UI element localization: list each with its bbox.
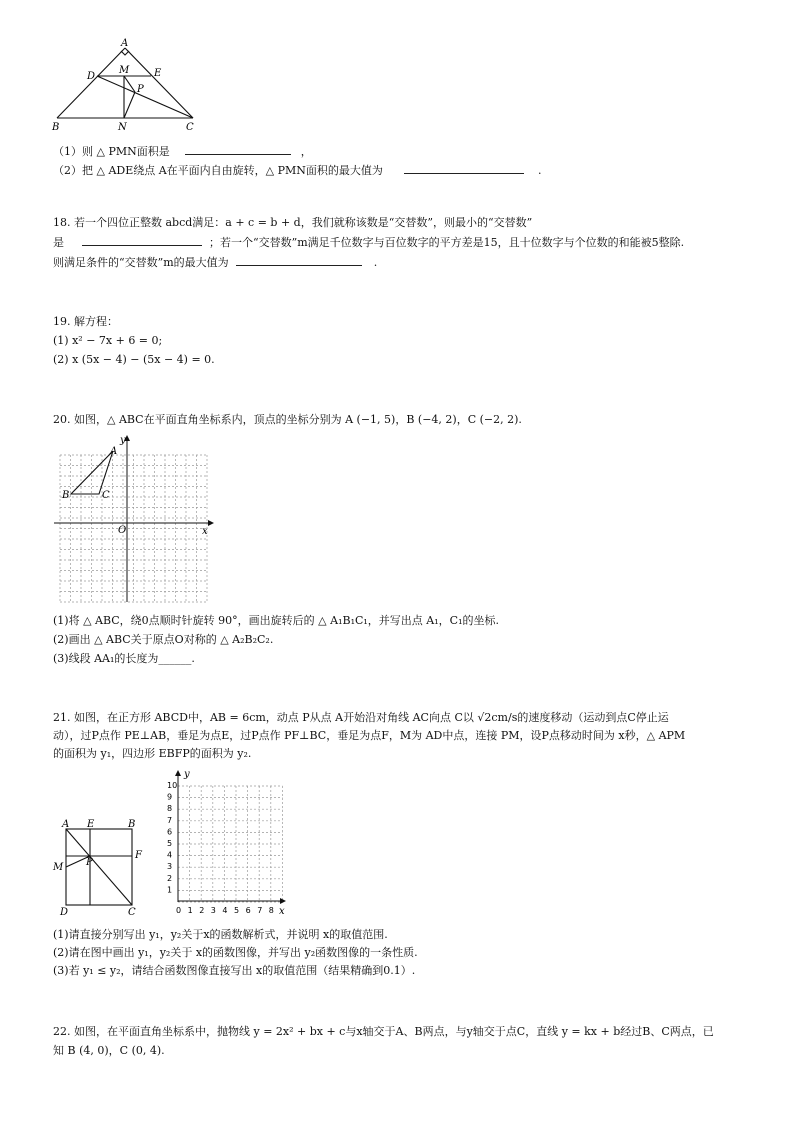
fig17-label-d: D (87, 71, 96, 82)
q21-y-tick-label: 9 (167, 792, 173, 802)
fig17-label-n: N (118, 122, 127, 132)
fig17-label-b: B (52, 122, 60, 132)
q21-line3: 的面积为 y₁，四边形 EBFP的面积为 y₂. (53, 747, 252, 760)
q19-equation-2: (2) x (5x − 4) − (5x − 4) = 0. (53, 353, 215, 366)
q21-x-tick-label: 6 (245, 906, 251, 915)
q20-axis-label-y: y (120, 435, 126, 446)
q21-x-tick-label: 1 (187, 906, 193, 915)
q17-answer-blank-2[interactable] (404, 163, 524, 174)
q18-answer-blank-2[interactable] (236, 255, 362, 266)
q21-x-tick-label: 5 (234, 906, 240, 915)
q22-line2: 知 B (4, 0)，C (0, 4). (53, 1044, 165, 1057)
q20-origin-label: O (118, 525, 127, 536)
q21-function-graph (160, 768, 288, 918)
q18-answer-blank-1[interactable] (82, 235, 202, 246)
q21-y-tick-label: 4 (167, 850, 173, 860)
q21-y-tick-label: 1 (167, 885, 173, 895)
q21-item-2: (2)请在图中画出 y₁，y₂关于 x的函数图像，并写出 y₂函数图像的一条性质. (53, 946, 418, 959)
q21-x-tick-label: 3 (210, 906, 216, 915)
fig17-label-p: P (137, 84, 144, 95)
q20-item-2: (2)画出 △ ABC关于原点O对称的 △ A₂B₂C₂. (53, 633, 274, 646)
q21-line2: 动），过P点作 PE⊥AB，垂足为点E，过P点作 PF⊥BC，垂足为点F，M为 AD中点，连接 PM，设P点移动时间为 x秒，△ APM (53, 729, 686, 742)
q21-label-p: P (86, 857, 93, 868)
fig17-label-c: C (186, 122, 194, 132)
q21-y-tick-label: 10 (167, 781, 178, 790)
q21-item-3: (3)若 y₁ ≤ y₂，请结合函数图像直接写出 x的取值范围（结果精确到0.1）. (53, 964, 416, 977)
q20-point-label-b: B (62, 490, 70, 501)
q21-y-tick-label: 2 (167, 873, 173, 883)
q21-label-e: E (87, 819, 95, 830)
q20-axis-label-x: x (202, 526, 208, 537)
q21-x-tick-label: 4 (222, 906, 228, 915)
q21-label-b: B (128, 819, 136, 830)
q18-line3: 则满足条件的“交替数”m的最大值为 . (53, 256, 378, 269)
q21-item-1: (1)请直接分别写出 y₁，y₂关于x的函数解析式，并说明 x的取值范围. (53, 928, 388, 941)
q21-label-c: C (128, 907, 136, 916)
q21-label-d: D (60, 907, 69, 916)
q17-part2: （2）把 △ ADE绕点 A在平面内自由旋转，△ PMN面积的最大值为 . (53, 164, 542, 177)
q19-equation-1: (1) x² − 7x + 6 = 0; (53, 334, 163, 347)
triangle-figure-q17 (50, 36, 200, 132)
q20-item-1: (1)将 △ ABC，绕0点顺时针旋转 90°，画出旋转后的 △ A₁B₁C₁，并写出点 A₁，C₁的坐标. (53, 614, 499, 627)
q21-line1: 21. 如图，在正方形 ABCD中，AB = 6cm，动点 P从点 A开始沿对角线 AC向点 C以 √2cm/s的速度移动（运动到点C停止运 (53, 711, 669, 724)
q21-x-tick-label: 2 (199, 906, 205, 915)
q21-y-tick-label: 5 (167, 839, 173, 848)
fig17-label-e: E (154, 68, 162, 79)
q20-coordinate-grid (54, 432, 214, 604)
q21-label-a: A (62, 819, 70, 830)
q17-answer-blank-1[interactable] (185, 144, 291, 155)
q21-y-tick-label: 6 (167, 827, 173, 837)
q21-label-f: F (135, 850, 142, 861)
q21-square-figure (50, 816, 150, 916)
q18-line1: 18. 若一个四位正整数 abcd满足：a + c = b + d，我们就称该数是“交替数”，则最小的“交替数” (53, 216, 533, 229)
q22-line1: 22. 如图，在平面直角坐标系中，抛物线 y = 2x² + bx + c与x轴交于A、B两点，与y轴交于点C，直线 y = kx + b经过B、C两点，已 (53, 1025, 714, 1038)
q21-x-tick-label: 0 (176, 906, 182, 915)
q20-item-3: (3)线段 AA₁的长度为______. (53, 652, 195, 665)
q21-y-tick-label: 3 (167, 862, 173, 872)
q21-x-tick-label: 7 (257, 906, 263, 915)
fig17-label-a: A (121, 38, 129, 49)
q21-graph-axis-y: y (184, 769, 190, 780)
q21-y-tick-label: 8 (167, 804, 173, 814)
q21-label-m: M (53, 862, 64, 873)
q21-y-tick-label: 7 (167, 815, 173, 825)
q17-part1: （1）则 △ PMN面积是 ， (53, 145, 312, 158)
fig17-label-m: M (119, 65, 130, 76)
q21-graph-axis-x: x (279, 906, 285, 917)
q18-line2: 是 ；若一个“交替数”m满足千位数字与百位数字的平方差是15，且十位数字与个位数的和能被5整除. (53, 236, 685, 249)
q20-title: 20. 如图，△ ABC在平面直角坐标系内，顶点的坐标分别为 A (−1, 5)，B (−4, 2)，C (−2, 2). (53, 413, 522, 426)
q20-point-label-c: C (102, 490, 110, 501)
q19-title: 19. 解方程： (53, 315, 118, 328)
q21-x-tick-label: 8 (268, 906, 274, 915)
q20-point-label-a: A (110, 446, 118, 457)
